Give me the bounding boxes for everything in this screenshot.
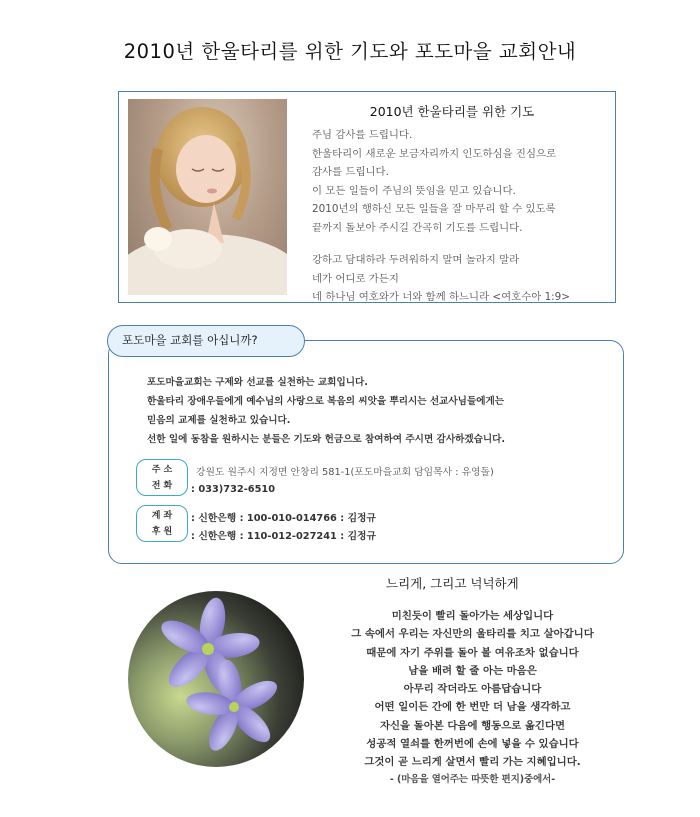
church-phone: : 033)732-6510 [191,484,276,495]
prayer-line: 주님 감사를 드립니다. [312,129,413,141]
slow-section-title: 느리게, 그리고 넉넉하게 [386,576,519,591]
prayer-line: 감사를 드립니다. [312,166,389,178]
praying-child-photo [128,99,287,295]
poem-line: 때문에 자기 주위를 돌아 볼 여유조차 없습니다 [366,646,579,659]
bank-account-2: : 신한은행 : 110-012-027241 : 김정규 [191,531,376,542]
poem-line: 그 속에서 우리는 자신만의 울타리를 치고 살아갑니다 [351,628,594,641]
phone-label: 전 화 [151,481,173,491]
prayer-line: 이 모든 일들이 주님의 뜻임을 믿고 있습니다. [312,184,516,197]
poem-line: 미친듯이 빨리 돌아가는 세상입니다 [391,610,554,622]
prayer-text [312,126,570,307]
poem-line: 아무리 작더라도 아름답습니다 [403,683,542,696]
church-description [147,373,505,449]
poem-line: 그것이 곧 느리게 살면서 빨리 가는 지혜입니다. [364,756,581,769]
church-line: 선한 일에 동참을 원하시는 분들은 기도와 헌금으로 참여하여 주시면 감사하겠습니다. [147,434,506,445]
page-title: 2010년 한울타리를 위한 기도와 포도마을 교회안내 [123,40,577,63]
verse-line: 네가 어디로 가든지 [312,272,399,285]
support-label: 후 원 [151,527,173,537]
poem-line: 남을 배려 할 줄 아는 마음은 [408,664,537,677]
praying-child-illustration [128,99,287,295]
poem-source: - (마음을 열어주는 따뜻한 편지)중에서- [389,774,556,785]
church-address: 강원도 원주시 지정면 안창리 581-1(포도마을교회 담임목사 : 유영돌) [196,467,494,478]
poem-line: 성공적 열쇠를 한꺼번에 손에 넣을 수 있습니다 [366,738,579,751]
verse-line: 네 하나님 여호와가 너와 함께 하느니라 <여호수아 1:9> [312,291,570,303]
slow-poem [330,607,615,772]
purple-flower-image [126,589,306,769]
poem-line: 자신을 돌아본 다음에 행동으로 옮긴다면 [379,719,566,732]
address-label: 주 소 [151,465,173,475]
church-line: 믿음의 교제를 실천하고 있습니다. [147,415,291,426]
bank-account-1: : 신한은행 : 100-010-014766 : 김정규 [191,513,376,524]
address-phone-label [136,459,188,496]
poem-line: 어떤 일이든 간에 한 번만 더 남을 생각하고 [374,701,571,714]
account-label: 계 좌 [151,511,173,521]
prayer-line: 한울타리이 새로운 보금자리까지 인도하심을 진심으로 [312,147,557,160]
account-support-label [136,505,188,542]
prayer-line: 끝까지 돌보아 주시길 간곡히 기도를 드립니다. [312,221,523,234]
prayer-line: 2010년의 행하신 모든 일들을 잘 마무리 할 수 있도록 [312,203,556,215]
prayer-box [118,91,616,303]
prayer-title: 2010년 한울타리를 위한 기도 [369,104,535,119]
church-line: 포도마을교회는 구제와 선교를 실천하는 교회입니다. [147,377,368,388]
verse-line: 강하고 담대하라 두려워하지 말며 놀라지 말라 [312,254,520,266]
church-tab-label: 포도마을 교회를 아십니까? [107,325,305,357]
church-line: 한울타리 장애우들에게 예수님의 사랑으로 복음의 씨앗을 뿌리시는 선교사님들에게는 [147,396,505,407]
